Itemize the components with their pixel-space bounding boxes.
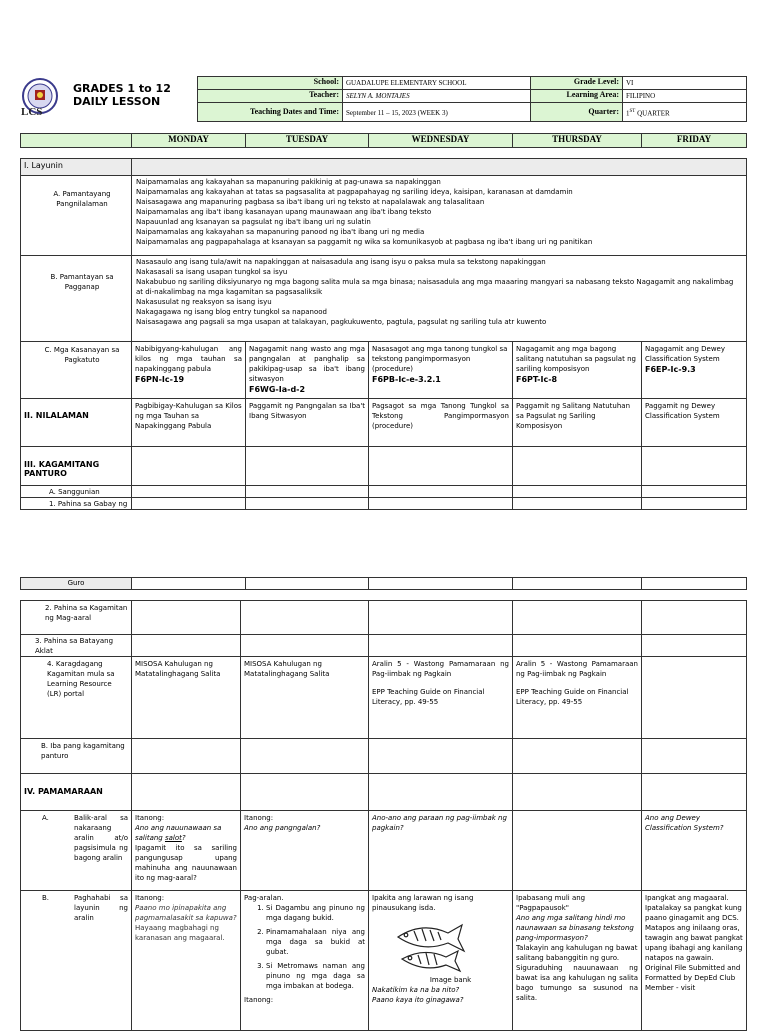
quarter-label: Quarter: [531,103,623,122]
pangngalan-examples-list [244,903,365,991]
competency-code: F6WG-Ia-d-2 [249,385,306,394]
lr-wednesday: Aralin 5 - Wastong Pamamaraan ng Pag-iimbak ng Pagkain EPP Teaching Guide on Financial Literacy, pp. 49-55 [369,657,513,739]
competency-code: F6PT-Ic-8 [516,375,558,384]
balik-aral-friday: Ano ang Dewey Classification System? [642,811,747,891]
pamantayan-b-line: Nakabubuo ng sariling diksiyunaryo ng mga bagong salita mula sa mga binasa; naisasadula ang mga maaaring mangyari sa nabasang teksto Nagagamit ang nakalimbag at di-nakalimbag na mga kagamitan sa pagsasaliksik [136,278,734,296]
teacher-label: Teacher: [198,90,343,103]
quarter-value: 1ST QUARTER [623,103,747,122]
doc-title-line2: DAILY LESSON [73,95,161,108]
epp-guide-note: EPP Teaching Guide on Financial Literacy, pp. 49-55 [516,688,629,706]
teaching-dates-value: September 11 – 15, 2023 (WEEK 3) [343,103,531,122]
pamantayan-a-line: Naisasagawa ang mapanuring pagbasa sa iba't ibang uri ng teksto at napalalawak ang talasalitaan [136,198,485,206]
pamantayan-a-line: Naipamamalas ang pagpapahalaga at ksanayan sa paggamit ng wika sa komunikasyob at pagbasa ng iba't ibang uri ng panitikan [136,238,593,246]
kasanayan-sa-pagkatuto-label: C. Mga Kasanayan sa Pagkatuto [21,342,132,399]
kasanayan-tuesday: Nagagamit nang wasto ang mga pangngalan at panghalip sa pakikipag-usap sa iba't ibang sitwasyon F6WG-Ia-d-2 [246,342,369,399]
kagamitang-panturo-label: III. KAGAMITANG PANTURO [21,447,132,486]
lr-friday [642,657,747,739]
pamamaraan-label: IV. PAMAMARAAN [21,774,132,811]
example-item: 3. Si Metromaws naman ang pinuno ng mga daga sa mga imbakan at bodega. [266,961,365,991]
example-item: 1. Si Dagambu ang pinuno ng mga dagang bukid. [266,903,365,923]
lesson-plan-table-continued [20,600,747,1031]
paghahabi-monday: Itanong: Paano mo ipinapakita ang pagmamalasakit sa kapuwa? Hayaang magbahagi ng karanasan ang magaaral. [132,891,241,1031]
school-label: School: [198,77,343,90]
kasanayan-wednesday: Nasasagot ang mga tanong tungkol sa tekstong pangimpormasyon (procedure) F6PB-Ic-e-3.2.1 [369,342,513,399]
nilalaman-label: II. NILALAMAN [21,399,132,447]
day-thursday: THURSDAY [513,134,642,148]
image-caption: Image bank [429,976,472,984]
days-header-row [20,133,747,148]
pamantayan-sa-pagganap-label: B. Pamantayan sa Pagganap [21,256,132,342]
pamantayan-b-line: Naisasagawa ang pagsali sa mga usapan at talakayan, pagkukuwento, pagtula, pagsulat ng sariling tula atr kuwento [136,318,547,326]
kasanayan-thursday: Nagagamit ang mga bagong salitang natutuhan sa pagsulat ng sariling komposisyon F6PT-Ic-8 [513,342,642,399]
lr-monday: MISOSA Kahulugan ng Matatalinghagang Salita [132,657,241,739]
pamantayan-b-line: Nakasasali sa isang usapan tungkol sa isyu [136,268,288,276]
kasanayan-friday: Nagagamit ang Dewey Classification System F6EP-Ic-9.3 [642,342,747,399]
balik-aral-label: A. Balik-aral sa nakaraang aralin at/o pagsisimula ng bagong aralin [21,811,132,891]
nilalaman-wednesday: Pagsagot sa mga Tanong Tungkol sa Tekstong Pangimpormasyon (procedure) [369,399,513,447]
pamantayan-b-line: Nakagagawa ng isang blog entry tungkol sa napanood [136,308,327,316]
day-friday: FRIDAY [642,134,747,148]
day-monday: MONDAY [132,134,246,148]
guro-row [20,577,747,590]
pamantayan-a-line: Naipamamalas ang kakayahan at tatas sa pagsasalita at pagpapahayag ng sariling ideya, kaisipan, karanasan at damdamin [136,188,573,196]
competency-code: F6PB-Ic-e-3.2.1 [372,375,441,384]
nilalaman-tuesday: Paggamit ng Pangngalan sa Iba't Ibang Sitwasyon [246,399,369,447]
pamantayang-pangnilalaman-content [132,176,747,256]
pahina-batayang-aklat-label: 3. Pahina sa Batayang Aklat [21,635,132,657]
balik-aral-tuesday: Itanong: Ano ang pangngalan? [241,811,369,891]
paghahabi-thursday: Ipabasang muli ang "Pagpapausok" Ano ang mga salitang hindi mo naunawaan sa binasang tekstong pang-impormasyon? Talakayin ang kahulugan ng bawat salitang babanggitin ng guro. Siguraduhing nauunawaan ng bawat isa ang kahulugan ng salita bago tumungo sa susunod na salita. [513,891,642,1031]
learning-area-value: FILIPINO [623,90,747,103]
balik-aral-wednesday: Ano-ano ang paraan ng pag-iimbak ng pagkain? [369,811,513,891]
doc-title-line1: GRADES 1 to 12 [73,82,171,95]
paghahabi-tuesday: Pag-aralan. 1. Si Dagambu ang pinuno ng mga dagang bukid. 2. Pinamamahalaan niya ang mga daga sa bukid at gubat. 3. Si Metromaws naman ang pinuno ng mga daga sa mga imbakan at bodega. Itanong: [241,891,369,1031]
pahina-gabay-label: 1. Pahina sa Gabay ng [21,498,132,510]
paghahabi-label: B. Paghahabi sa layunin ng aralin [21,891,132,1031]
epp-guide-note: EPP Teaching Guide on Financial Literacy, pp. 49-55 [372,688,485,706]
pamantayan-a-line: Naipamamalas ang kakayahan sa mapanuring pakikinig at pag-unawa sa napakinggan [136,178,441,186]
paghahabi-friday: Ipangkat ang magaaral. Ipatalakay sa pangkat kung paano ginagamit ang DCS. Matapos ang inilaang oras, tawagin ang bawat pangkat upang ibahagi ang kanilang natapos na gawain. Original File Submitted and Formatted by DepEd Club Member - visit [642,891,747,1031]
header-info-table [197,76,747,122]
day-wednesday: WEDNESDAY [369,134,513,148]
logo-text: LCS [21,106,43,118]
pamantayan-b-line: Nakasusulat ng reaksyon sa isang isyu [136,298,272,306]
iba-pang-kagamitan-label: B. Iba pang kagamitang panturo [21,739,132,774]
day-tuesday: TUESDAY [246,134,369,148]
layunin-label: I. Layunin [21,159,132,176]
pamantayan-sa-pagganap-content [132,256,747,342]
karagdagang-kagamitan-label: 4. Karagdagang Kagamitan mula sa Learning Resource (LR) portal [21,657,132,739]
smoked-fish-image [392,919,466,975]
learning-area-label: Learning Area: [531,90,623,103]
lesson-plan-table [20,158,747,510]
pamantayan-a-line: Naipamamalas ang kakayahan sa mapanuring panood ng iba't ibang uri ng media [136,228,425,236]
sanggunian-label: A. Sanggunian [21,486,132,498]
grade-level-value: VI [623,77,747,90]
lr-tuesday: MISOSA Kahulugan ng Matatalinghagang Salita [241,657,369,739]
pamantayan-a-line: Naipamamalas ang iba't ibang kasanayan upang maunawaan ang iba't ibang teksto [136,208,432,216]
nilalaman-thursday: Paggamit ng Salitang Natutuhan sa Pagsulat ng Sariling Komposisyon [513,399,642,447]
example-item: 2. Pinamamahalaan niya ang mga daga sa bukid at gubat. [266,927,365,957]
balik-aral-monday: Itanong: Ano ang nauunawaan sa salitang salot? Ipagamit ito sa sariling pangungusap upang mahinuha ang nauunawaan ito ng mag-aaral? [132,811,241,891]
competency-code: F6PN-Ic-19 [135,375,185,384]
nilalaman-monday: Pagbibigay-Kahulugan sa Kilos ng mga Tauhan sa Napakinggang Pabula [132,399,246,447]
grade-level-label: Grade Level: [531,77,623,90]
kasanayan-monday: Nabibigyang-kahulugan ang kilos ng mga tauhan sa napakinggang pabula F6PN-Ic-19 [132,342,246,399]
school-value: GUADALUPE ELEMENTARY SCHOOL [343,77,531,90]
guro-label: Guro [21,578,132,590]
pamantayan-a-lines [136,177,742,247]
pamantayan-b-line: Nasasaulo ang isang tula/awit na napakinggan at naisasadula ang isang isyu o paksa mula sa tekstong napakinggan [136,258,546,266]
nilalaman-friday: Paggamit ng Dewey Classification System [642,399,747,447]
lr-thursday: Aralin 5 - Wastong Pamamaraan ng Pag-iimbak ng Pagkain EPP Teaching Guide on Financial Literacy, pp. 49-55 [513,657,642,739]
teacher-value: SELYN A. MONTAJES [343,90,531,103]
teaching-dates-label: Teaching Dates and Time: [198,103,343,122]
pamantayan-a-line: Napauunlad ang ksanayan sa pagsulat ng iba't ibang uri ng sulatin [136,218,371,226]
competency-code: F6EP-Ic-9.3 [645,365,696,374]
paghahabi-wednesday: Ipakita ang larawan ng isang pinausukang isda. Image bank Nakatikim ka na ba nito? Paano kaya ito ginagawa? [369,891,513,1031]
pamantayang-pangnilalaman-label: A. Pamantayang Pangnilalaman [21,176,132,256]
pahina-kagamitan-label: 2. Pahina sa Kagamitan ng Mag-aaral [21,601,132,635]
